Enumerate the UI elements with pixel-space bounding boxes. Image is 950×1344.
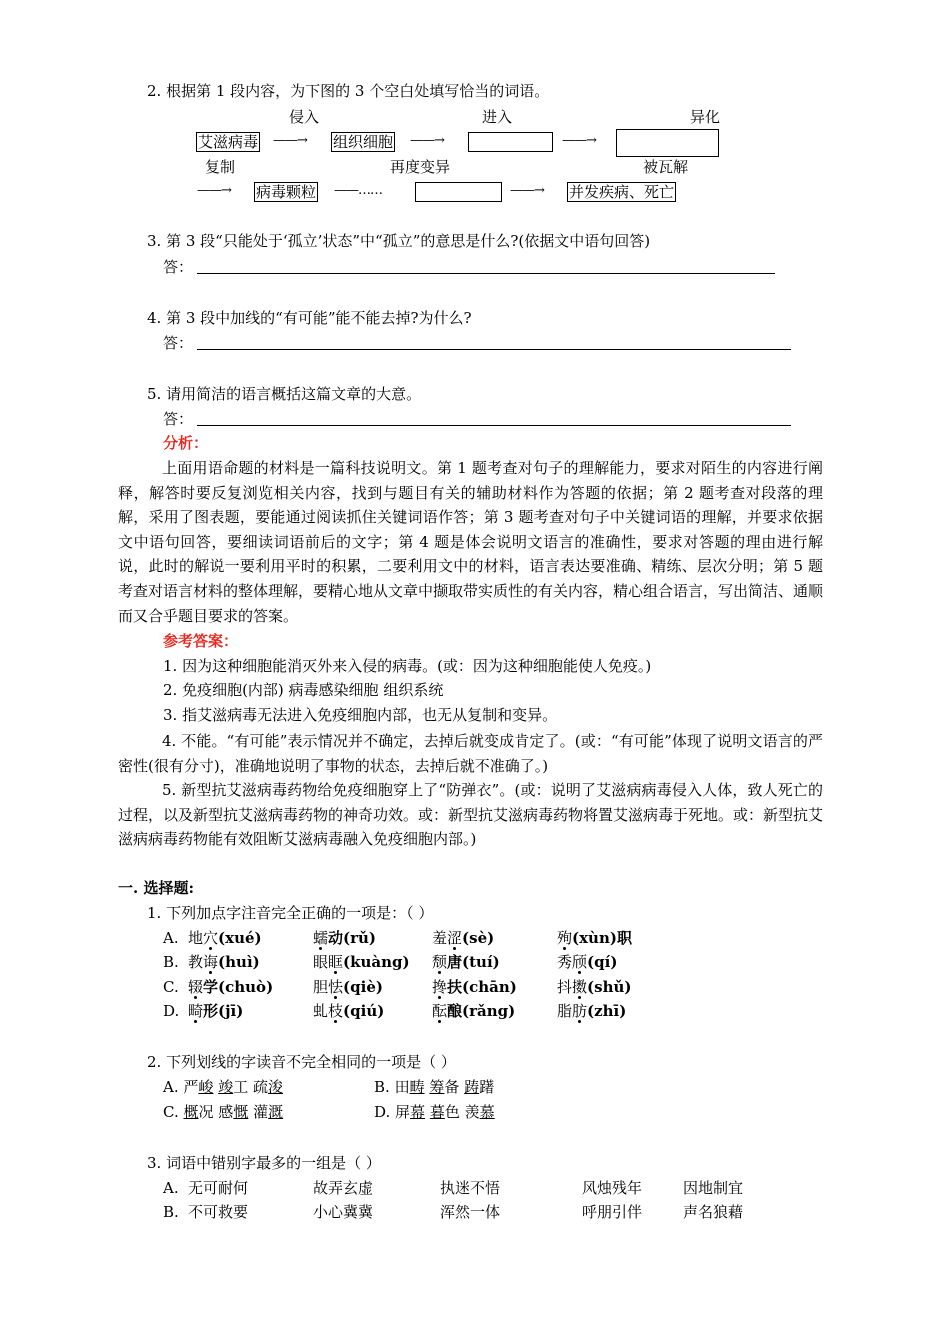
- section-heading: 一. 选择题:: [118, 879, 194, 897]
- label-beiwajie: 被瓦解: [643, 158, 689, 176]
- underlined-char: 踌: [464, 1078, 480, 1096]
- q2-question: 2. 根据第 1 段内容，为下图的 3 个空白处填写恰当的词语。: [147, 82, 550, 100]
- underlined-char: 概: [183, 1103, 199, 1121]
- arrow-3: ——→: [562, 133, 596, 148]
- item-text: 灌: [253, 1103, 269, 1121]
- arrow-2: ——→: [410, 133, 444, 148]
- box-tissue-cell: 组织细胞: [333, 133, 394, 151]
- blank-box-2[interactable]: [616, 129, 719, 157]
- item-text: 羞: [432, 929, 448, 947]
- underlined-char: 畴: [409, 1078, 425, 1096]
- item-text: 羡: [464, 1103, 480, 1121]
- underlined-char: 竣: [218, 1078, 234, 1096]
- answer-2: 2. 免疫细胞(内部) 病毒感染细胞 组织系统: [163, 681, 444, 699]
- item-text: 躇: [479, 1078, 495, 1096]
- dotted-char: 枝: [328, 1002, 344, 1020]
- q4-question: 4. 第 3 段中加线的“有可能”能不能去掉?为什么?: [147, 309, 472, 327]
- box-aids-virus: 艾滋病毒: [198, 133, 259, 151]
- item-text: 脂: [557, 1002, 573, 1020]
- underlined-char: 溉: [268, 1103, 284, 1121]
- mc3-option-item: 因地制宜: [683, 1179, 744, 1197]
- label-qinru: 侵入: [289, 108, 320, 126]
- analysis-heading: 分析：: [163, 434, 209, 452]
- item-text: 秀: [557, 953, 573, 971]
- mc2-option-label: D.: [374, 1103, 396, 1121]
- mc3-option-item: 声名狼藉: [683, 1203, 744, 1221]
- dotted-char: 蠕: [313, 929, 329, 947]
- pinyin-text: (zhī): [587, 1002, 627, 1020]
- mc2-option: [163, 1102, 283, 1122]
- mc2-option-label: A.: [163, 1078, 184, 1096]
- arrow-5: ——→: [510, 183, 544, 198]
- answer-4: 4. 不能。“有可能”表示情况并不确定，去掉后就变成肯定了。(或：“有可能”体现了说明文语言的严密性(很有分寸)，准确地说明了事物的状态，去掉后就不准确了。): [118, 732, 823, 775]
- q4-answer-line[interactable]: [197, 349, 791, 350]
- item-text: 严: [183, 1078, 199, 1096]
- arrow-1: ——→: [273, 133, 307, 148]
- mc1-option-item: [188, 977, 273, 997]
- mc1-option-item: [188, 952, 260, 972]
- pinyin-text: (qiè): [343, 978, 383, 996]
- pinyin-text: (qiú): [343, 1002, 385, 1020]
- item-text: 屏: [395, 1103, 411, 1121]
- q5-answer-label: 答：: [163, 410, 194, 428]
- item-text: 地: [188, 929, 204, 947]
- item-text: 备: [444, 1078, 460, 1096]
- mc3-option-item: 不可救要: [188, 1203, 249, 1221]
- reference-heading: 参考答案：: [163, 632, 239, 650]
- mc1-option-item: [432, 1001, 515, 1021]
- mc1-option-item: [313, 952, 410, 972]
- underlined-char: 慨: [233, 1103, 249, 1121]
- dotted-char: 颓: [432, 953, 448, 971]
- pinyin-text: 形(jī): [203, 1002, 244, 1020]
- item-text: 疏: [253, 1078, 269, 1096]
- mc1-option-item: [557, 1001, 626, 1021]
- underlined-char: 幕: [410, 1103, 426, 1121]
- mc3-option-label: B.: [163, 1203, 179, 1221]
- mc3-question: 3. 词语中错别字最多的一组是（ ）: [147, 1154, 381, 1172]
- pinyin-text: (shǔ): [587, 978, 632, 996]
- mc1-option-item: [432, 977, 517, 997]
- mc3-option-item: 故弄玄虚: [313, 1179, 374, 1197]
- pinyin-text: (xué): [218, 929, 262, 947]
- mc1-option-item: [313, 1001, 384, 1021]
- underlined-char: 峻: [198, 1078, 214, 1096]
- pinyin-text: 学(chuò): [203, 978, 274, 996]
- mc2-option: [163, 1077, 283, 1097]
- item-text: 色: [444, 1103, 460, 1121]
- pinyin-text: 唐(tuí): [447, 953, 500, 971]
- dotted-char: 诲: [203, 953, 219, 971]
- item-text: 感: [218, 1103, 234, 1121]
- label-fuzhi: 复制: [205, 158, 236, 176]
- underlined-char: 浚: [268, 1078, 284, 1096]
- box-virus-particle: 病毒颗粒: [256, 183, 317, 201]
- dotted-char: 肪: [572, 1002, 588, 1020]
- pinyin-text: (xùn)职: [572, 929, 632, 947]
- answer-3: 3. 指艾滋病毒无法进入免疫细胞内部，也无从复制和变异。: [163, 706, 558, 724]
- item-text: 虬: [313, 1002, 329, 1020]
- dotted-char: 酝: [432, 1002, 448, 1020]
- mc1-option-label: B.: [163, 953, 179, 971]
- label-jinru: 进入: [482, 108, 513, 126]
- mc1-question: 1. 下列加点字注音完全正确的一项是：（ ）: [147, 904, 434, 922]
- dotted-char: 怯: [328, 978, 344, 996]
- item-text: 况: [198, 1103, 214, 1121]
- dotted-char: 搀: [432, 978, 448, 996]
- q5-question: 5. 请用简洁的语言概括这篇文章的大意。: [147, 385, 422, 403]
- blank-box-3[interactable]: [415, 182, 502, 202]
- answer-1: 1. 因为这种细胞能消灭外来入侵的病毒。(或：因为这种细胞能使人免疫。): [163, 657, 652, 675]
- mc3-option-item: 呼朋引伴: [582, 1203, 643, 1221]
- mc2-question: 2. 下列划线的字读音不完全相同的一项是（ ）: [147, 1053, 456, 1071]
- mc1-option-item: [432, 952, 500, 972]
- pinyin-text: (qí): [587, 953, 618, 971]
- arrow-4: ——→: [197, 183, 231, 198]
- mc3-option-item: 执迷不悟: [440, 1179, 501, 1197]
- item-text: 田: [394, 1078, 410, 1096]
- item-text: 胆: [313, 978, 329, 996]
- item-text: 眼: [313, 953, 329, 971]
- box-complication-death: 并发疾病、死亡: [569, 183, 675, 201]
- underlined-char: 慕: [479, 1103, 495, 1121]
- underlined-char: 暮: [429, 1103, 445, 1121]
- label-zaidu: 再度变异: [390, 158, 451, 176]
- item-text: 教: [188, 953, 204, 971]
- mc3-option-item: 风烛残年: [582, 1179, 643, 1197]
- item-text: 抖: [557, 978, 573, 996]
- mc1-option-label: D.: [163, 1002, 180, 1020]
- mc3-option-label: A.: [163, 1179, 179, 1197]
- mc1-option-item: [557, 952, 617, 972]
- pinyin-text: 动(rǔ): [328, 929, 377, 947]
- dotted-char: 辍: [188, 978, 204, 996]
- mc1-option-item: [188, 1001, 243, 1021]
- mc1-option-item: [188, 928, 262, 948]
- pinyin-text: 酿(rǎng): [447, 1002, 516, 1020]
- dotted-char: 擞: [572, 978, 588, 996]
- q3-question: 3. 第 3 段“只能处于‘孤立’状态”中“孤立”的意思是什么?(依据文中语句回答): [147, 232, 651, 250]
- mc3-option-item: 小心冀冀: [313, 1203, 374, 1221]
- mc2-option: [374, 1102, 495, 1122]
- q3-answer-line[interactable]: [197, 273, 775, 274]
- dotted-char: 殉: [557, 929, 573, 947]
- answer-5: 5. 新型抗艾滋病毒药物给免疫细胞穿上了“防弹衣”。(或：说明了艾滋病病毒侵入人体，致人死亡的过程，以及新型抗艾滋病毒药物的神奇功效。或：新型抗艾滋病毒药物将置艾滋病毒于死地。或：新型抗艾滋病病毒药物能有效阻断艾滋病毒融入免疫细胞内部。): [118, 781, 824, 849]
- mc2-option-label: C.: [163, 1103, 184, 1121]
- mc1-option-item: [432, 928, 494, 948]
- pinyin-text: 扶(chān): [447, 978, 517, 996]
- q4-answer-label: 答：: [163, 334, 194, 352]
- mc1-option-item: [313, 928, 376, 948]
- mc1-option-label: C.: [163, 978, 179, 996]
- mc1-option-item: [313, 977, 383, 997]
- mc3-option-item: 浑然一体: [440, 1203, 501, 1221]
- mc3-option-item: 无可耐何: [188, 1179, 249, 1197]
- item-text: 工: [233, 1078, 249, 1096]
- pinyin-text: (huì): [218, 953, 260, 971]
- q5-answer-line[interactable]: [197, 425, 791, 426]
- dotted-char: 穴: [203, 929, 219, 947]
- arrow-dots: ——……: [334, 183, 382, 198]
- pinyin-text: (sè): [462, 929, 495, 947]
- dotted-char: 颀: [572, 953, 588, 971]
- blank-box-1[interactable]: [468, 132, 553, 152]
- mc1-option-label: A.: [163, 929, 179, 947]
- mc1-option-item: [557, 977, 631, 997]
- dotted-char: 畸: [188, 1002, 204, 1020]
- underlined-char: 筹: [429, 1078, 445, 1096]
- mc2-option-label: B.: [374, 1078, 395, 1096]
- analysis-text: 上面用语命题的材料是一篇科技说明文。第 1 题考查对句子的理解能力，要求对陌生的内容进行阐释，解答时要反复浏览相关内容，找到与题目有关的辅助材料作为答题的依据；第 2 题考查对段落的理解，采用了图表题，要能通过阅读抓住关键词语作答；第 3 题考查对句子中关键词语的理解，并要求依据文中语句回答，要细读词语前后的文字；第 4 题是体会说明文语言的准确性，要求对答题的理由进行解说，此时的解说一要利用平时的积累，二要利用文中的材料，语言表达要准确、精练、层次分明；第 5 题考查对语言材料的整体理解，要精心地从文章中撷取带实质性的有关内容，精心组合语言，写出简洁、通顺而又合乎题目要求的答案。: [118, 459, 824, 625]
- mc2-option: [374, 1077, 494, 1097]
- dotted-char: 涩: [447, 929, 463, 947]
- mc1-option-item: [557, 928, 632, 948]
- label-yihua: 异化: [690, 108, 721, 126]
- pinyin-text: (kuàng): [343, 953, 410, 971]
- dotted-char: 眶: [328, 953, 344, 971]
- q3-answer-label: 答：: [163, 258, 194, 276]
